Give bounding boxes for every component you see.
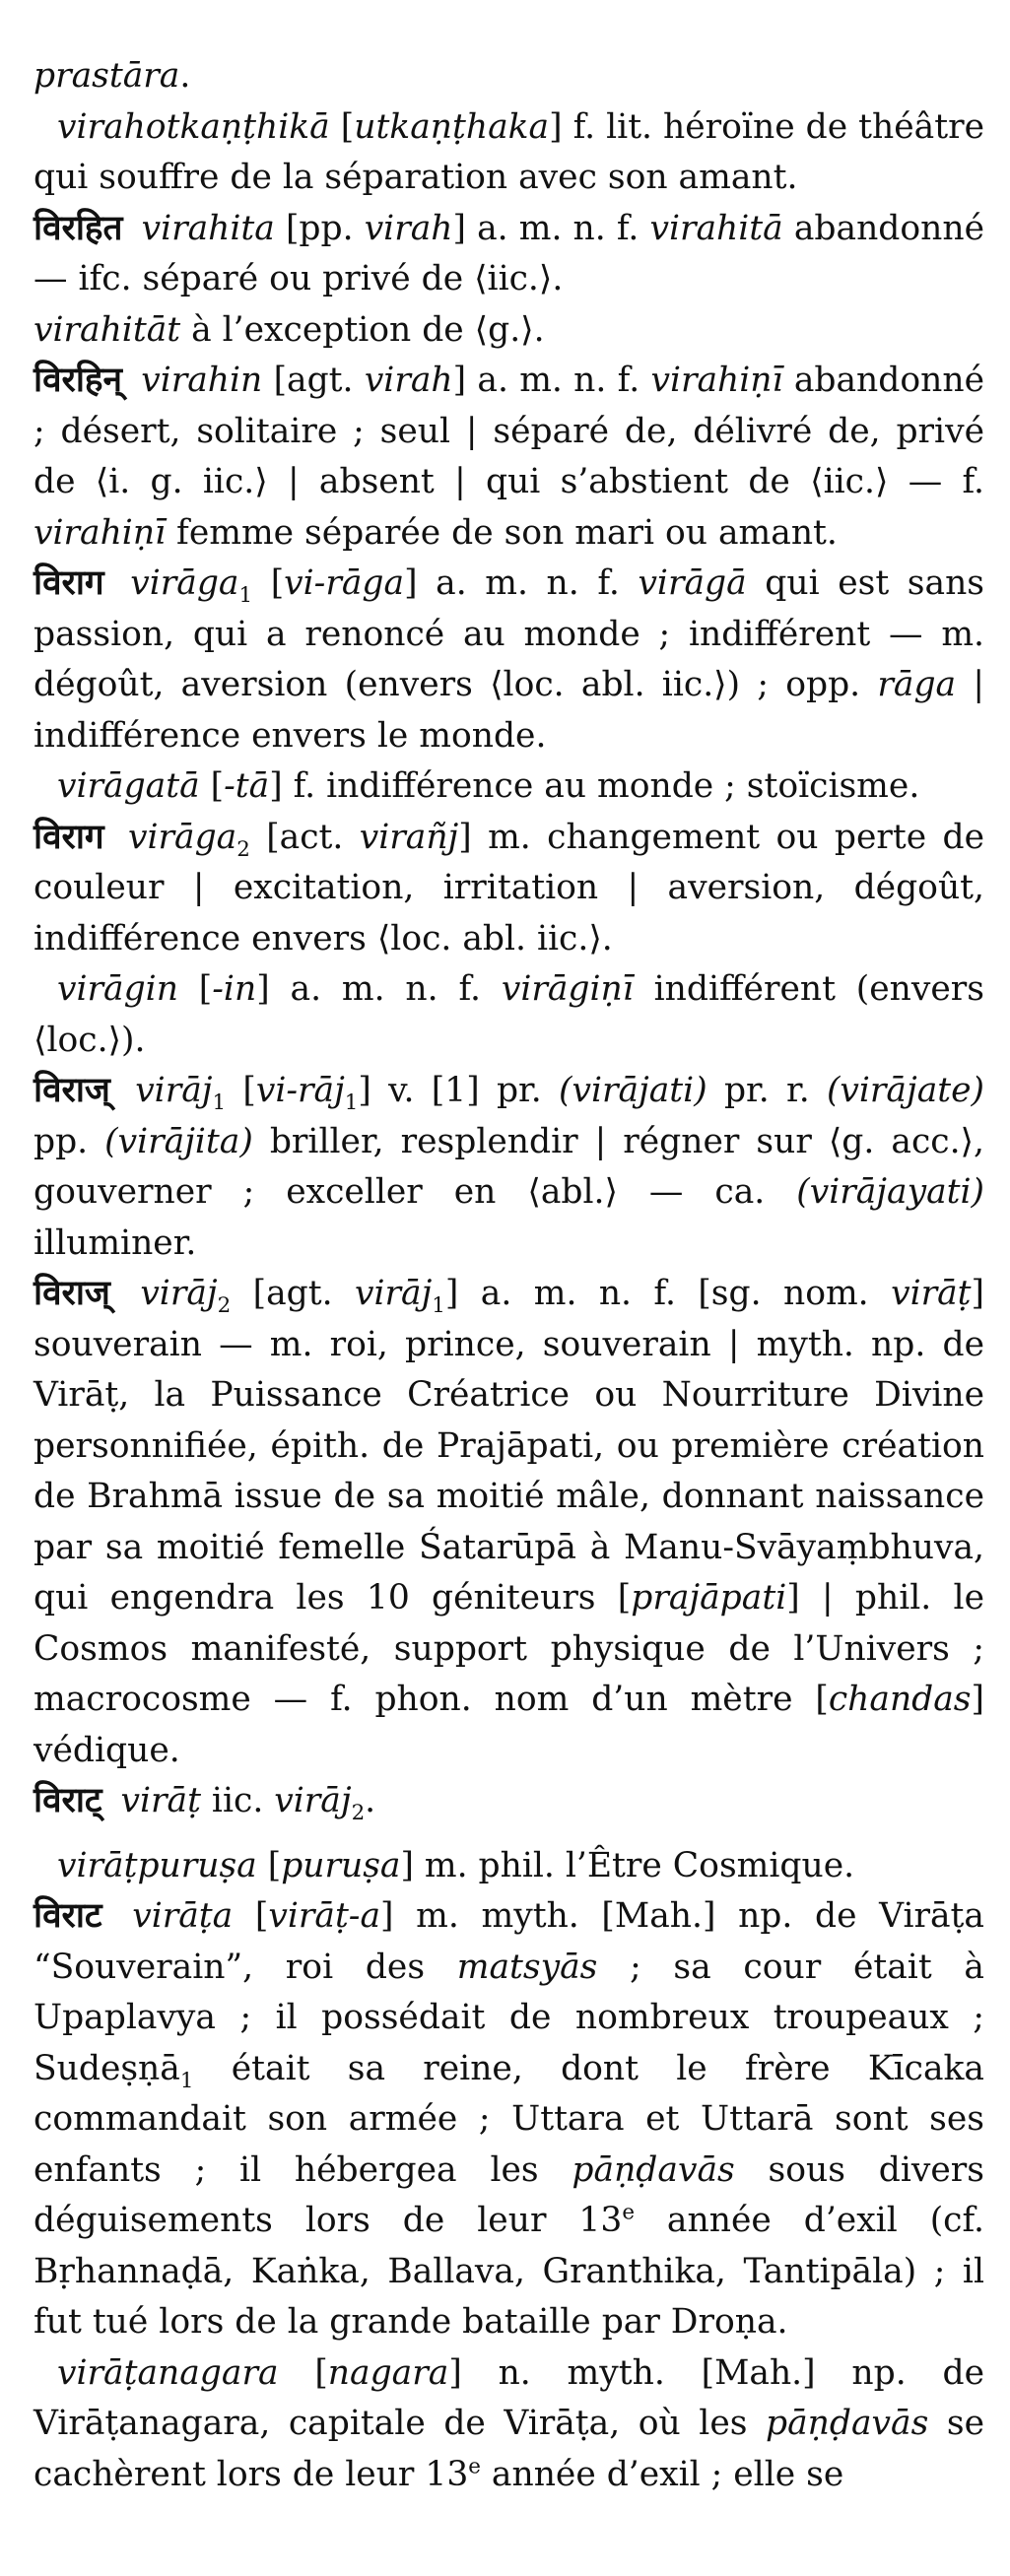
entry-virat: विराट् virāṭ iic. virāj$_2$.	[34, 1781, 376, 1825]
entry-viraga-1: विराग virāga$_1$ [vi-rāga] a. m. n. f. virāgā qui est sans passion, qui a renoncé au monde ; indifférent — m. dégoût, aversion (envers ⟨loc. abl. iic.⟩) ; opp. rāga | indifférence envers le monde.	[34, 563, 985, 756]
entry-viragata: virāgatā [-tā] f. indifférence au monde ; stoïcisme.	[57, 766, 920, 806]
entry-viratanagara: virāṭanagara [nagara] n. myth. [Mah.] np. de Virāṭanagara, capitale de Virāṭa, où les pāṇḍavās se cachèrent lors de leur 13e année d’exil ; elle se	[34, 2352, 984, 2494]
entry-virahotkanthika: virahotkaṇṭhikā [utkaṇṭhaka] f. lit. héroïne de théâtre qui souffre de la séparation avec son amant.	[34, 106, 984, 197]
entry-virata: विराट virāṭa [virāṭ-a] m. myth. [Mah.] np. de Virāṭa “Souverain”, roi des matsyās ; sa cour était à Upaplavya ; il possédait de nombreux troupeaux ; Sudeṣṇā$_1$ était sa reine, dont le frère Kīcaka commandait son armée ; Uttara et Uttarā sont ses enfants ; il hébergea les pāṇḍavās sous divers déguisements lors de leur 13e année d’exil (cf. Bṛhannaḍā, Kaṅka, Ballava, Granthika, Tantipāla) ; il fut tué lors de la grande bataille par Droṇa.	[34, 1896, 984, 2342]
entry-viraga-2: विराग virāga$_2$ [act. virañj] m. changement ou perte de couleur | excitation, irritation | aversion, dégoût, indifférence envers ⟨loc. abl. iic.⟩.	[34, 817, 984, 958]
entry-virahin: विरहिन् virahin [agt. virah] a. m. n. f. virahiṇī abandonné ; désert, solitaire ; seul | séparé de, délivré de, privé de ⟨i. g. iic.⟩ | absent | qui s’abstient de ⟨iic.⟩ — f. virahiṇī femme séparée de son mari ou amant.	[34, 361, 984, 553]
entry-virahitat: virahitāt à l’exception de ⟨g.⟩.	[34, 309, 545, 350]
entry-continuation-prastara: prastāra.	[34, 56, 191, 96]
entry-viratpurusa: virāṭpuruṣa [puruṣa] m. phil. l’Être Cosmique.	[57, 1845, 855, 1885]
entry-viraj-2: विराज् virāj$_2$ [agt. virāj$_1$] a. m. n. f. [sg. nom. virāṭ] souverain — m. roi, prince, souverain | myth. np. de Virāṭ, la Puissance Créatrice ou Nourriture Divine personnifiée, épith. de Prajāpati, ou première création de Brahmā issue de sa moitié mâle, donnant naissance par sa moitié femelle Śatarūpā à Manu-Svāyaṃbhuva, qui engendra les 10 géniteurs [prajāpati] | phil. le Cosmos manifesté, support physique de l’Univers ; macrocosme — f. phon. nom d’un mètre [chandas] védique.	[34, 1274, 984, 1770]
entry-viraj-1: विराज् virāj$_1$ [vi-rāj$_1$] v. [1] pr. (virājati) pr. r. (virājate) pp. (virājita) briller, resplendir | régner sur ⟨g. acc.⟩, gouverner ; exceller en ⟨abl.⟩ — ca. (virājayati) illuminer.	[34, 1071, 985, 1263]
entry-viragin: virāgin [-in] a. m. n. f. virāgiṇī indifférent (envers ⟨loc.⟩).	[34, 969, 984, 1060]
entry-virahita: विरहित virahita [pp. virah] a. m. n. f. virahitā abandonné — ifc. séparé ou privé de ⟨iic.⟩.	[34, 208, 985, 298]
